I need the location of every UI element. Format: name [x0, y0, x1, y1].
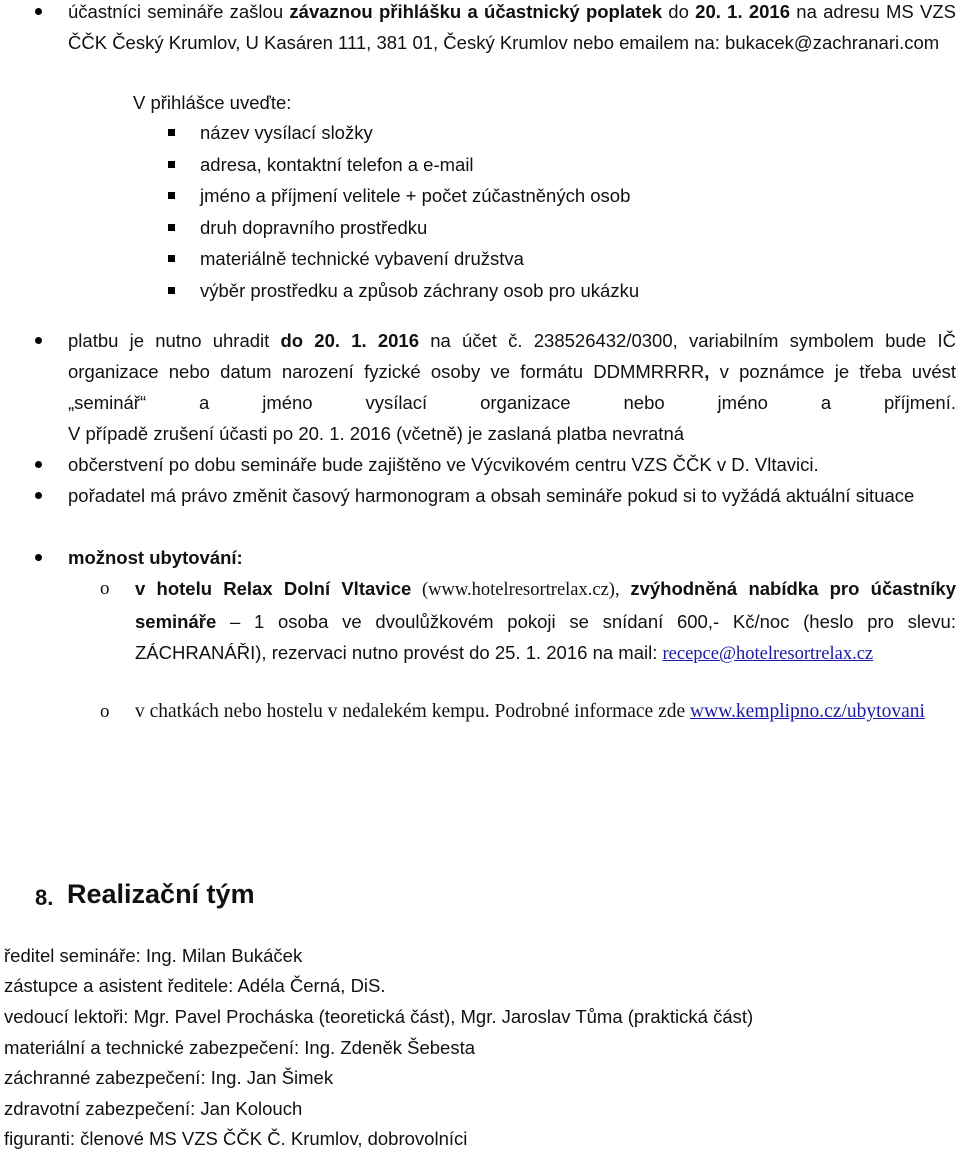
- deadline-date: 20. 1. 2016: [695, 1, 791, 22]
- bullet-icon: [35, 554, 42, 561]
- square-bullet-icon: [168, 224, 175, 231]
- list-item-registration: [68, 0, 956, 58]
- camp-offer: v chatkách nebo hostelu v nedalekém kempu. Podrobné informace zde www.kemplipno.cz/ubytovani: [135, 701, 925, 722]
- sub-bullet-icon: o: [100, 578, 110, 599]
- list-item: jméno a příjmení velitele + počet zúčastněných osob: [200, 180, 900, 212]
- list-item: výběr prostředku a způsob záchrany osob pro ukázku: [200, 275, 900, 307]
- payment-deadline: do 20. 1. 2016: [280, 330, 419, 351]
- bold-text: závaznou přihlášku a účastnický poplatek: [289, 1, 663, 22]
- list-item: materiálně technické vybavení družstva: [200, 243, 900, 275]
- hotel-name: v hotelu Relax Dolní Vltavice: [135, 578, 412, 599]
- note-text: „seminář“ a jméno vysílací organizace nebo jméno a příjmení.: [68, 392, 956, 413]
- text: do: [662, 1, 696, 22]
- list-item: adresa, kontaktní telefon a e-mail: [200, 149, 900, 181]
- list-item-organizer-rights: pořadatel má právo změnit časový harmonogram a obsah semináře pokud si to vyžádá aktuální situace: [68, 480, 956, 511]
- list-item-refreshments: občerstvení po dobu semináře bude zajištěno ve Výcvikovém centru VZS ČČK v D. Vltavici.: [68, 449, 956, 480]
- list-item: druh dopravního prostředku: [200, 212, 900, 244]
- team-member-line: ředitel semináře: Ing. Milan Bukáček: [4, 945, 303, 966]
- square-bullet-icon: [168, 161, 175, 168]
- team-member-line: zdravotní zabezpečení: Jan Kolouch: [4, 1098, 303, 1119]
- section-number: 8.: [35, 885, 54, 910]
- bullet-icon: [35, 461, 42, 468]
- bullet-icon: [35, 8, 42, 15]
- bullet-icon: [35, 337, 42, 344]
- hotel-email-link[interactable]: recepce@hotelresortrelax.cz: [662, 644, 874, 664]
- team-member-line: vedoucí lektoři: Mgr. Pavel Procháska (teoretická část), Mgr. Jaroslav Tůma (praktická část): [4, 1006, 754, 1027]
- square-bullet-icon: [168, 192, 175, 199]
- list-item: název vysílací složky: [200, 117, 900, 149]
- camp-link[interactable]: www.kemplipno.cz/ubytovani: [690, 701, 925, 722]
- team-member-line: záchranné zabezpečení: Ing. Jan Šimek: [4, 1067, 334, 1088]
- application-items-list: [200, 117, 900, 306]
- list-item-accommodation: možnost ubytování:: [68, 542, 956, 573]
- text: na adresu MS VZS ČČK Český Krumlov, U Kasáren 111, 381 01, Český Krumlov nebo emailem na:: [68, 1, 956, 53]
- email-link[interactable]: bukacek@zachranari.com: [725, 32, 940, 53]
- team-member-line: figuranti: členové MS VZS ČČK Č. Krumlov, dobrovolníci: [4, 1128, 468, 1149]
- square-bullet-icon: [168, 255, 175, 262]
- list-item-payment: platbu je nutno uhradit do 20. 1. 2016 na účet č. 238526432/0300, variabilním symbolem bude IČ organizace nebo datum narození fyzické osoby ve formátu DDMMRRRR, v poznámce je třeba uvést „seminář“ a jméno vysílací organizace nebo jméno a příjmení. V případě zrušení účasti po 20. 1. 2016 (včetně) je zaslaná platba nevratná: [68, 325, 956, 449]
- text: účastníci semináře zašlou: [68, 1, 290, 22]
- section-title: Realizační tým: [67, 879, 255, 909]
- hotel-website: (www.hotelresortrelax.cz),: [411, 580, 631, 600]
- team-member-line: materiální a technické zabezpečení: Ing. Zdeněk Šebesta: [4, 1037, 476, 1058]
- square-bullet-icon: [168, 129, 175, 136]
- sub-bullet-icon: o: [100, 701, 110, 722]
- team-member-line: zástupce a asistent ředitele: Adéla Černá, DiS.: [4, 975, 386, 996]
- hotel-offer: v hotelu Relax Dolní Vltavice (www.hotelresortrelax.cz), zvýhodněná nabídka pro účastníky semináře – 1 osoba ve dvoulůžkovém pokoji se snídaní 600,- Kč/noc (heslo pro slevu: ZÁCHRANÁŘI), rezervaci nutno provést do 25. 1. 2016 na mail: recepce@hotelresortrelax.cz: [135, 578, 956, 664]
- bullet-icon: [35, 492, 42, 499]
- offer-highlight: zvýhodněná nabídka pro účastníky semináře: [135, 578, 956, 632]
- application-heading: V přihlášce uveďte:: [133, 92, 292, 113]
- refund-note: V případě zrušení účasti po 20. 1. 2016 (včetně) je zaslaná platba nevratná: [68, 423, 685, 444]
- square-bullet-icon: [168, 287, 175, 294]
